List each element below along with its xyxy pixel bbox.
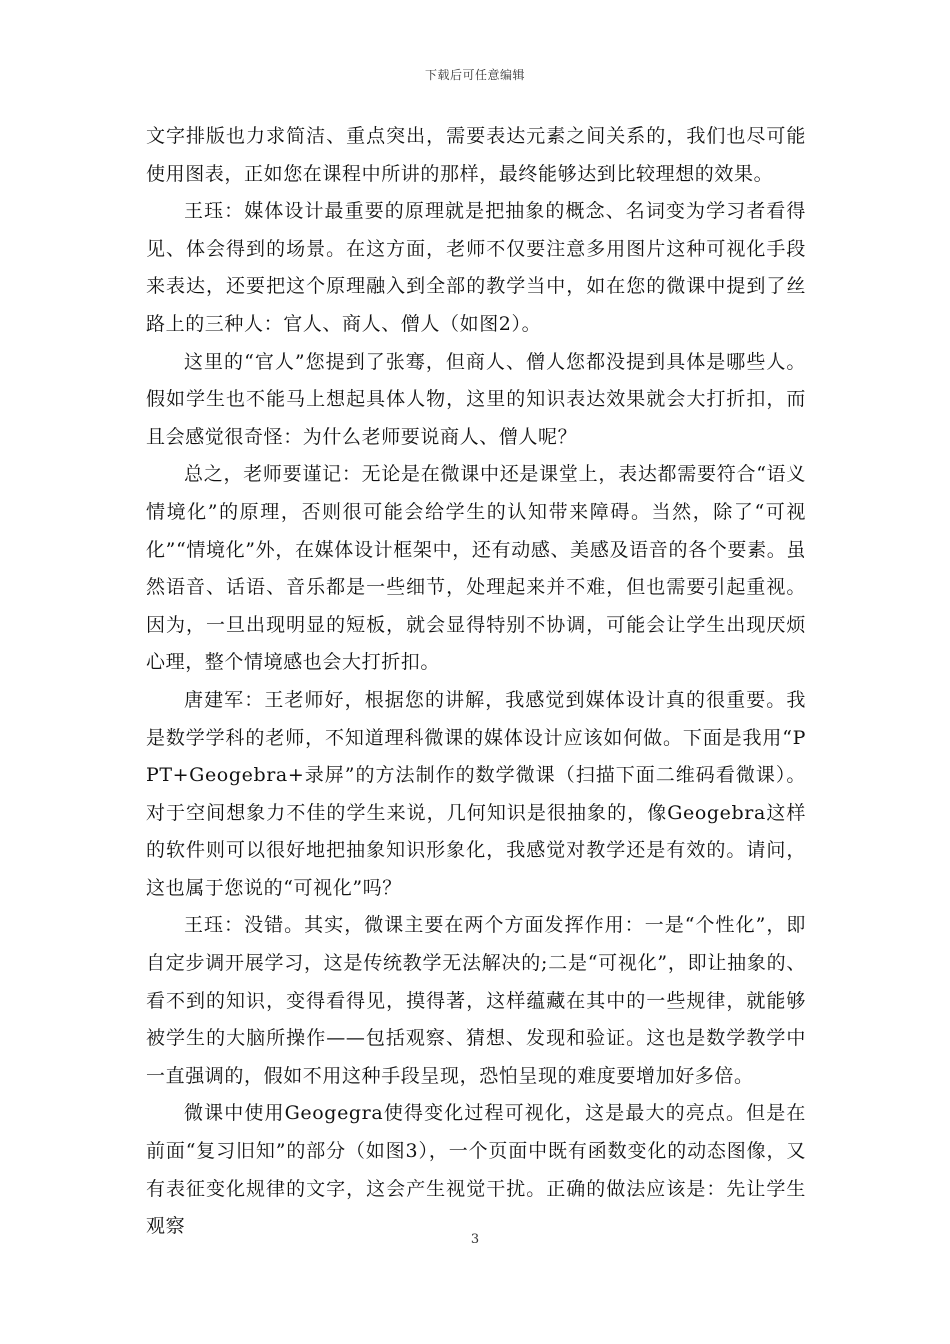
paragraph-2: 王珏：媒体设计最重要的原理就是把抽象的概念、名词变为学习者看得见、体会得到的场景。在这方面，老师不仅要注意多用图片这种可视化手段来表达，还要把这个原理融入到全部的教学当中，如在您的微课中提到了丝路上的三种人：官人、商人、僧人（如图2）。 (146, 200, 806, 335)
paragraph-4: 总之，老师要谨记：无论是在微课中还是课堂上，表达都需要符合“语义情境化”的原理，否则很可能会给学生的认知带来障碍。当然，除了“可视化”“情境化”外，在媒体设计框架中，还有动感、美感及语音的各个要素。虽然语音、话语、音乐都是一些细节，处理起来并不难，但也需要引起重视。因为，一旦出现明显的短板，就会显得特别不协调，可能会让学生出现厌烦心理，整个情境感也会大打折扣。 (146, 463, 806, 674)
paragraph-5: 唐建军：王老师好，根据您的讲解，我感觉到媒体设计真的很重要。我是数学学科的老师，不知道理科微课的媒体设计应该如何做。下面是我用“PPT+Geogebra+录屏”的方法制作的数学微课（扫描下面二维码看微课）。对于空间想象力不佳的学生来说，几何知识是很抽象的，像Geogebra这样的软件则可以很好地把抽象知识形象化，我感觉对教学还是有效的。请问，这也属于您说的“可视化”吗？ (146, 688, 806, 899)
paragraph-1: 文字排版也力求简洁、重点突出，需要表达元素之间关系的，我们也尽可能使用图表，正如您在课程中所讲的那样，最终能够达到比较理想的效果。 (146, 125, 806, 185)
page-number: 3 (470, 1232, 480, 1247)
page-header: 下载后可任意编辑 (424, 68, 525, 82)
paragraph-6: 王珏：没错。其实，微课主要在两个方面发挥作用：一是“个性化”，即自定步调开展学习，这是传统教学无法解决的;二是“可视化”，即让抽象的、看不到的知识，变得看得见，摸得著，这样蕴藏在其中的一些规律，就能够被学生的大脑所操作——包括观察、猜想、发现和验证。这也是数学教学中一直强调的，假如不用这种手段呈现，恐怕呈现的难度要增加好多倍。 (146, 914, 806, 1087)
document-body (146, 118, 806, 1246)
paragraph-3: 这里的“官人”您提到了张骞，但商人、僧人您都没提到具体是哪些人。假如学生也不能马上想起具体人物，这里的知识表达效果就会大打折扣，而且会感觉很奇怪：为什么老师要说商人、僧人呢？ (146, 350, 806, 448)
paragraph-7: 微课中使用Geogegra使得变化过程可视化，这是最大的亮点。但是在前面“复习旧知”的部分（如图3），一个页面中既有函数变化的动态图像，又有表征变化规律的文字，这会产生视觉干扰。正确的做法应该是：先让学生观察 (146, 1102, 806, 1238)
